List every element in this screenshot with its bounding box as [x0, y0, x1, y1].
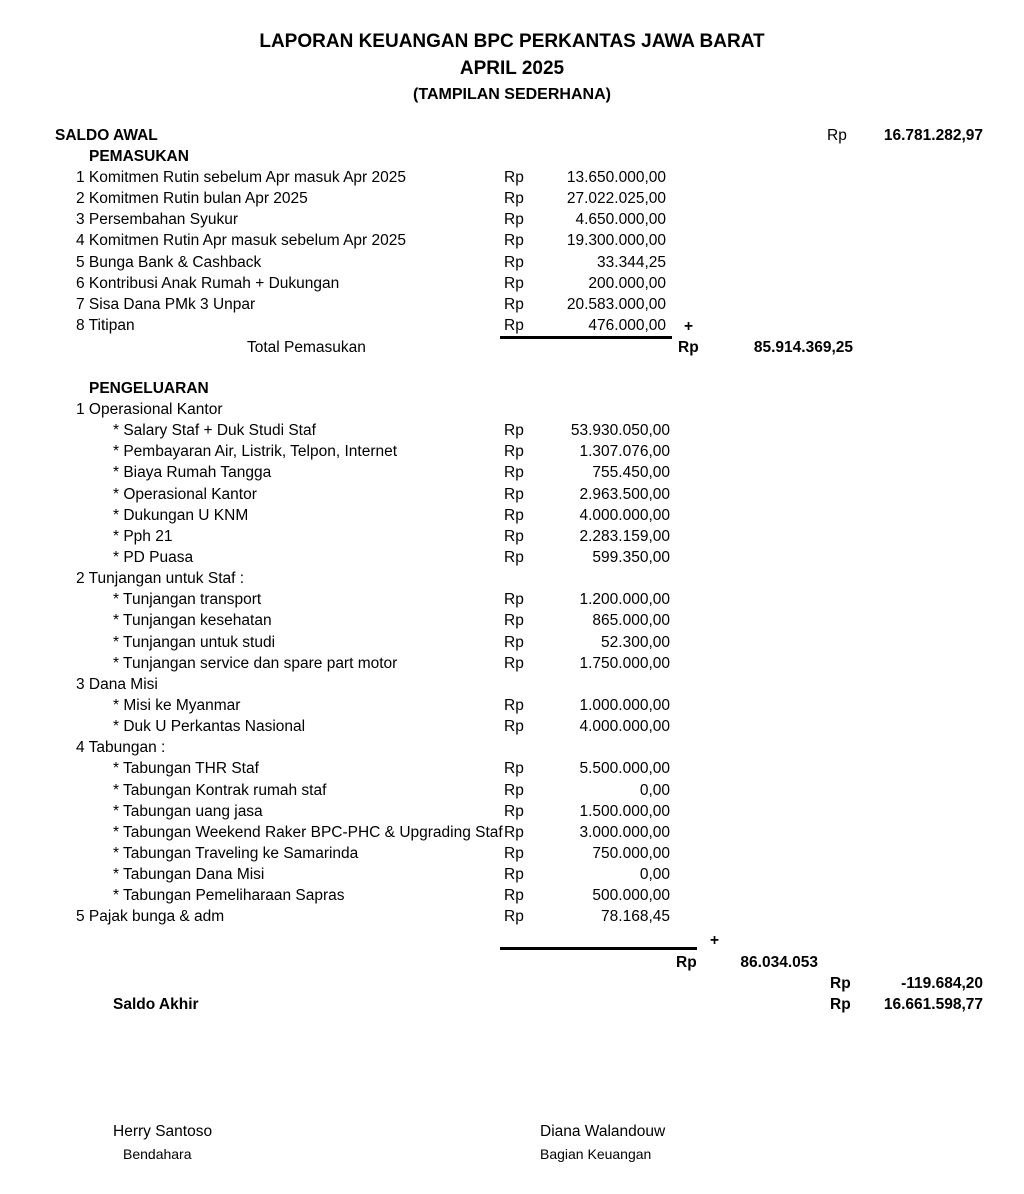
income-item-label: 3 Persembahan Syukur	[76, 211, 238, 228]
expense-subitem-label: * Misi ke Myanmar	[113, 697, 241, 714]
expense-subitem-label: * Tunjangan transport	[113, 591, 262, 608]
expense-item-currency: Rp	[504, 718, 524, 735]
expense-item-currency: Rp	[504, 443, 524, 460]
income-item-currency: Rp	[504, 254, 524, 271]
expense-item-amount: 2.963.500,00	[579, 486, 670, 503]
signature-role-treasurer: Bendahara	[123, 1146, 192, 1162]
expense-group-label: 4 Tabungan :	[76, 739, 166, 756]
total-income-label: Total Pemasukan	[247, 339, 366, 356]
signature-name-treasurer: Herry Santoso	[113, 1123, 213, 1140]
expense-item-currency: Rp	[504, 528, 524, 545]
expense-item-amount: 2.283.159,00	[579, 528, 670, 545]
income-item-label: 4 Komitmen Rutin Apr masuk sebelum Apr 2025	[76, 232, 406, 249]
expense-item-amount: 78.168,45	[601, 908, 670, 925]
expense-item-currency: Rp	[504, 845, 524, 862]
expense-subitem-label: * Pembayaran Air, Listrik, Telpon, Internet	[113, 443, 398, 460]
income-item-currency: Rp	[504, 190, 524, 207]
expense-item-currency: Rp	[504, 549, 524, 566]
expense-subitem-label: * Salary Staf + Duk Studi Staf	[113, 422, 316, 439]
expense-heading: PENGELUARAN	[89, 380, 209, 397]
closing-balance-currency: Rp	[830, 996, 851, 1013]
income-plus-sign: +	[684, 318, 694, 335]
income-item-currency: Rp	[504, 211, 524, 228]
expense-item-currency: Rp	[504, 612, 524, 629]
difference-amount: -119.684,20	[901, 975, 983, 992]
income-item-label: 1 Komitmen Rutin sebelum Apr masuk Apr 2025	[76, 169, 406, 186]
opening-balance-amount: 16.781.282,97	[883, 127, 983, 144]
expense-item-currency: Rp	[504, 760, 524, 777]
expense-item-currency: Rp	[504, 464, 524, 481]
income-sum-rule	[500, 336, 672, 339]
expense-item-currency: Rp	[504, 866, 524, 883]
expense-item-currency: Rp	[504, 507, 524, 524]
income-item-label: 8 Titipan	[76, 317, 135, 334]
income-item-amount: 27.022.025,00	[566, 190, 666, 207]
expense-item-currency: Rp	[504, 803, 524, 820]
income-item-label: 5 Bunga Bank & Cashback	[76, 254, 262, 271]
expense-item-currency: Rp	[504, 634, 524, 651]
expense-subitem-label: * Tabungan THR Staf	[113, 760, 259, 777]
expense-item-amount: 1.000.000,00	[579, 697, 670, 714]
signature-name-finance: Diana Walandouw	[540, 1123, 666, 1140]
expense-item-amount: 755.450,00	[592, 464, 670, 481]
expense-item-amount: 53.930.050,00	[570, 422, 670, 439]
income-item-currency: Rp	[504, 296, 524, 313]
expense-item-amount: 1.307.076,00	[579, 443, 670, 460]
income-item-label: 6 Kontribusi Anak Rumah + Dukungan	[76, 275, 340, 292]
expense-item-amount: 500.000,00	[592, 887, 670, 904]
report-subtitle: (TAMPILAN SEDERHANA)	[413, 86, 611, 103]
expense-item-currency: Rp	[504, 697, 524, 714]
expense-item-currency: Rp	[504, 908, 524, 925]
expense-item-currency: Rp	[504, 887, 524, 904]
expense-item-amount: 4.000.000,00	[579, 507, 670, 524]
report-period: APRIL 2025	[459, 58, 565, 79]
expense-item-amount: 3.000.000,00	[579, 824, 670, 841]
income-item-currency: Rp	[504, 275, 524, 292]
total-income-currency: Rp	[678, 339, 699, 356]
expense-item-currency: Rp	[504, 486, 524, 503]
expense-subitem-label: * Tunjangan kesehatan	[113, 612, 272, 629]
expense-item-currency: Rp	[504, 591, 524, 608]
opening-balance-label: SALDO AWAL	[55, 127, 158, 144]
expense-subitem-label: * Biaya Rumah Tangga	[113, 464, 272, 481]
expense-item-amount: 750.000,00	[592, 845, 670, 862]
expense-item-amount: 4.000.000,00	[579, 718, 670, 735]
income-item-label: 7 Sisa Dana PMk 3 Unpar	[76, 296, 256, 313]
opening-balance-currency: Rp	[827, 127, 847, 144]
income-item-amount: 4.650.000,00	[575, 211, 666, 228]
expense-item-amount: 0,00	[639, 782, 670, 799]
expense-subitem-label: * Pph 21	[113, 528, 173, 545]
expense-group-label: 2 Tunjangan untuk Staf :	[76, 570, 245, 587]
signature-role-finance: Bagian Keuangan	[540, 1146, 652, 1162]
income-item-amount: 33.344,25	[597, 254, 666, 271]
expense-subitem-label: * Tunjangan service dan spare part motor	[113, 655, 398, 672]
expense-subitem-label: * Tabungan Kontrak rumah staf	[113, 782, 327, 799]
expense-item-amount: 0,00	[639, 866, 670, 883]
expense-item-amount: 52.300,00	[601, 634, 670, 651]
income-item-amount: 476.000,00	[588, 317, 666, 334]
total-expense-amount: 86.034.053	[740, 954, 818, 971]
income-item-label: 2 Komitmen Rutin bulan Apr 2025	[76, 190, 308, 207]
expense-plus-sign: +	[710, 932, 720, 949]
closing-balance-amount: 16.661.598,77	[883, 996, 983, 1013]
expense-subitem-label: * Tabungan Dana Misi	[113, 866, 265, 883]
expense-subitem-label: * Tabungan Weekend Raker BPC-PHC & Upgrading Staf	[113, 824, 503, 841]
income-item-amount: 200.000,00	[588, 275, 666, 292]
expense-subitem-label: * Duk U Perkantas Nasional	[113, 718, 306, 735]
expense-group-label: 3 Dana Misi	[76, 676, 158, 693]
expense-item-amount: 1.500.000,00	[579, 803, 670, 820]
income-item-amount: 20.583.000,00	[566, 296, 666, 313]
total-income-amount: 85.914.369,25	[753, 339, 853, 356]
expense-item-amount: 1.200.000,00	[579, 591, 670, 608]
income-item-currency: Rp	[504, 317, 524, 334]
income-item-currency: Rp	[504, 169, 524, 186]
report-title: LAPORAN KEUANGAN BPC PERKANTAS JAWA BARAT	[259, 31, 765, 52]
closing-balance-label: Saldo Akhir	[113, 996, 199, 1013]
expense-item-currency: Rp	[504, 824, 524, 841]
total-expense-currency: Rp	[676, 954, 697, 971]
expense-group-label: 5 Pajak bunga & adm	[76, 908, 225, 925]
expense-item-amount: 1.750.000,00	[579, 655, 670, 672]
expense-subitem-label: * Tabungan uang jasa	[113, 803, 263, 820]
expense-subitem-label: * Dukungan U KNM	[113, 507, 249, 524]
difference-currency: Rp	[830, 975, 851, 992]
expense-subitem-label: * Operasional Kantor	[113, 486, 257, 503]
expense-item-currency: Rp	[504, 422, 524, 439]
expense-item-amount: 599.350,00	[592, 549, 670, 566]
expense-subitem-label: * Tabungan Traveling ke Samarinda	[113, 845, 359, 862]
expense-subitem-label: * Tabungan Pemeliharaan Sapras	[113, 887, 345, 904]
expense-subitem-label: * Tunjangan untuk studi	[113, 634, 276, 651]
expense-sum-rule	[500, 947, 697, 950]
income-heading: PEMASUKAN	[89, 148, 189, 165]
expense-item-currency: Rp	[504, 782, 524, 799]
expense-item-amount: 5.500.000,00	[579, 760, 670, 777]
expense-item-amount: 865.000,00	[592, 612, 670, 629]
income-item-amount: 13.650.000,00	[566, 169, 666, 186]
expense-item-currency: Rp	[504, 655, 524, 672]
income-item-amount: 19.300.000,00	[566, 232, 666, 249]
expense-group-label: 1 Operasional Kantor	[76, 401, 223, 418]
income-item-currency: Rp	[504, 232, 524, 249]
expense-subitem-label: * PD Puasa	[113, 549, 194, 566]
